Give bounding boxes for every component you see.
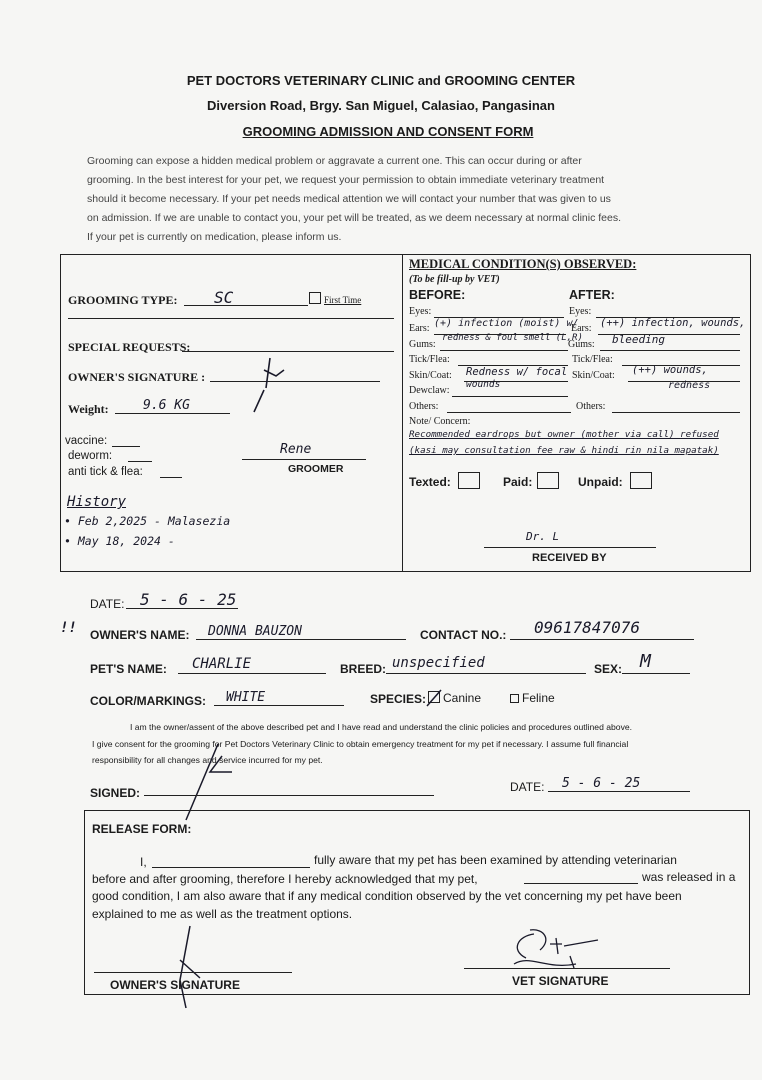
paid-label: Paid: [503, 475, 533, 489]
signed-label: SIGNED: [90, 786, 141, 800]
before-others-field[interactable] [447, 412, 571, 413]
grooming-extra-line[interactable] [68, 318, 394, 319]
note-line-2: (kasi may consultation fee raw & hindi rin nila mapatak) [409, 445, 719, 456]
contact-value: 09617847076 [534, 618, 640, 637]
before-gums-label: Gums: [409, 339, 436, 350]
vaccine-field[interactable] [112, 446, 140, 447]
deworm-label: deworm: [68, 450, 113, 462]
anti-tick-label: anti tick & flea: [68, 466, 143, 478]
received-by-label: RECEIVED BY [532, 552, 607, 564]
after-tick-label: Tick/Flea: [572, 354, 613, 365]
date-label: DATE: [90, 597, 125, 611]
groomer-field[interactable] [242, 459, 366, 460]
consent-line-3: responsibility for all changes and service incurred for my pet. [92, 755, 323, 765]
sex-value: M [640, 651, 651, 672]
release-owner-signature-field[interactable] [94, 972, 292, 973]
before-ears-label: Ears: [409, 323, 430, 334]
before-skin-label: Skin/Coat: [409, 370, 452, 381]
after-skin-value: (++) wounds, [632, 364, 708, 376]
intro-line: If your pet is currently on medication, please inform us. [87, 231, 342, 243]
owner-name-field[interactable] [196, 639, 406, 640]
after-others-field[interactable] [612, 412, 740, 413]
color-label: COLOR/MARKINGS: [90, 694, 206, 708]
consent-date-field[interactable] [548, 791, 690, 792]
breed-value: unspecified [392, 655, 485, 671]
release-owner-signature-label: OWNER'S SIGNATURE [110, 978, 240, 992]
release-line-2b: was released in a [642, 870, 736, 884]
consent-date-label: DATE: [510, 780, 545, 794]
vaccine-label: vaccine: [65, 435, 108, 447]
medical-subtitle: (To be fill-up by VET) [409, 274, 500, 285]
release-owner-signature-mark [168, 920, 228, 1010]
before-gums-field[interactable] [440, 350, 568, 351]
attention-marks: !! [60, 620, 77, 636]
sex-label: SEX: [594, 662, 623, 676]
received-by-field[interactable] [484, 547, 656, 548]
release-line-2a: before and after grooming, therefore I hereby acknowledged that my pet, [92, 872, 478, 886]
history-title: History [67, 494, 127, 510]
before-dewclaw-label: Dewclaw: [409, 385, 450, 396]
after-skin-value-2: redness [668, 380, 711, 391]
breed-field[interactable] [386, 673, 586, 674]
canine-check-mark [425, 688, 445, 708]
feline-label: Feline [522, 691, 555, 705]
medical-title: MEDICAL CONDITION(S) OBSERVED: [409, 257, 637, 271]
after-eyes-label: Eyes: [569, 306, 592, 317]
before-tick-label: Tick/Flea: [409, 354, 450, 365]
release-line-4: explained to me as well as the treatment options. [92, 907, 353, 921]
note-line-1: Recommended eardrops but owner (mother via call) refused [409, 429, 719, 440]
release-line-3: good condition, I am also aware that if any medical condition observed by the vet concerning my pet have been [92, 889, 682, 903]
intro-line: on admission. If we are unable to contact you, your pet will be treated, as we deem necessary at normal clinic fees. [87, 212, 622, 224]
after-skin-label: Skin/Coat: [572, 370, 615, 381]
sex-field[interactable] [622, 673, 690, 674]
checkbox-icon [309, 292, 321, 304]
received-signature: Dr. L [526, 530, 560, 543]
before-others-label: Others: [409, 401, 439, 412]
date-value: 5 - 6 - 25 [140, 590, 237, 609]
before-ears-value-2: redness & foul smell (L,R) [442, 333, 583, 343]
box-divider [402, 254, 403, 572]
weight-value: 9.6 KG [143, 398, 190, 413]
paid-checkbox[interactable] [537, 472, 559, 489]
groomer-label: GROOMER [288, 463, 344, 475]
after-others-label: Others: [576, 401, 606, 412]
before-skin-value: Redness w/ focal [466, 366, 568, 378]
intro-line: should it become necessary. If your pet needs medical attention we will contact your number that was given to us [87, 193, 611, 205]
texted-label: Texted: [409, 475, 451, 489]
pet-name-value: CHARLIE [192, 656, 252, 672]
consent-line-1: I am the owner/assent of the above described pet and I have read and understand the clinic policies and procedures outlined above. [129, 722, 633, 732]
clinic-name: PET DOCTORS VETERINARY CLINIC and GROOMING CENTER [186, 73, 576, 88]
release-title: RELEASE FORM: [92, 822, 192, 836]
contact-field[interactable] [510, 639, 694, 640]
signed-field[interactable] [144, 795, 434, 796]
pet-name-field[interactable] [178, 673, 326, 674]
before-eyes-label: Eyes: [409, 306, 432, 317]
groomer-name: Rene [280, 442, 312, 457]
form-title: GROOMING ADMISSION AND CONSENT FORM [242, 124, 534, 139]
grooming-type-field[interactable] [184, 305, 308, 306]
weight-field[interactable] [115, 413, 230, 414]
texted-checkbox[interactable] [458, 472, 480, 489]
special-requests-label: SPECIAL REQUESTS: [68, 340, 191, 354]
note-label: Note/ Concern: [409, 416, 471, 427]
owner-signature-label: OWNER'S SIGNATURE : [68, 370, 206, 384]
unpaid-checkbox[interactable] [630, 472, 652, 489]
consent-line-2: I give consent for the grooming for Pet Doctors Veterinary Clinic to obtain emergency treatment for my pet if necessary. I assume full financial [92, 739, 629, 749]
first-time-label: First Time [324, 295, 362, 305]
intro-paragraph [87, 152, 727, 247]
release-owner-field[interactable] [152, 867, 310, 868]
breed-label: BREED: [340, 662, 387, 676]
after-ears-label: Ears: [571, 323, 592, 334]
color-field[interactable] [214, 705, 344, 706]
history-item: • Feb 2,2025 - Malasezia [64, 514, 231, 528]
after-label: AFTER: [569, 288, 615, 302]
intro-line: Grooming can expose a hidden medical problem or aggravate a current one. This can occur during or after [87, 155, 582, 167]
grooming-type-value: SC [214, 288, 234, 307]
release-i-label: I, [140, 855, 147, 869]
intro-line: grooming. In the best interest for your pet, we request your permission to obtain immediate veterinary treatment [87, 174, 605, 186]
after-gums-field[interactable] [600, 350, 740, 351]
pet-name-label: PET'S NAME: [90, 662, 167, 676]
history-item: • May 18, 2024 - [64, 534, 175, 548]
release-line-1: fully aware that my pet has been examined by attending veterinarian [314, 853, 677, 867]
after-gums-label: Gums: [568, 339, 595, 350]
feline-option[interactable] [510, 691, 555, 705]
weight-label: Weight: [68, 402, 109, 416]
owner-name-label: OWNER'S NAME: [90, 628, 190, 642]
contact-label: CONTACT NO.: [420, 628, 507, 642]
owner-signature-mark [246, 350, 326, 420]
unpaid-label: Unpaid: [578, 475, 623, 489]
clinic-address: Diversion Road, Brgy. San Miguel, Calasiao, Pangasinan [207, 98, 555, 113]
canine-label: Canine [443, 691, 482, 705]
before-label: BEFORE: [409, 288, 466, 302]
after-ears-value: (++) infection, wounds, [600, 317, 746, 329]
grooming-type-label: GROOMING TYPE: [68, 293, 178, 307]
deworm-field[interactable] [128, 461, 152, 462]
before-ears-value: (+) infection (moist) w/ [434, 318, 579, 329]
after-gums-value: bleeding [612, 333, 665, 346]
vet-signature-label: VET SIGNATURE [512, 974, 609, 988]
consent-date-value: 5 - 6 - 25 [562, 776, 641, 791]
species-label: SPECIES: [370, 692, 427, 706]
first-time-checkbox[interactable] [309, 292, 361, 305]
checkbox-icon [510, 694, 519, 703]
vet-signature-mark [500, 924, 620, 974]
anti-tick-field[interactable] [160, 477, 182, 478]
color-value: WHITE [226, 690, 266, 705]
owner-name-value: DONNA BAUZON [208, 624, 302, 639]
before-dewclaw-value: wounds [466, 379, 501, 390]
before-dewclaw-field[interactable] [452, 396, 568, 397]
release-pet-field[interactable] [524, 883, 638, 884]
vet-signature-field[interactable] [464, 968, 670, 969]
